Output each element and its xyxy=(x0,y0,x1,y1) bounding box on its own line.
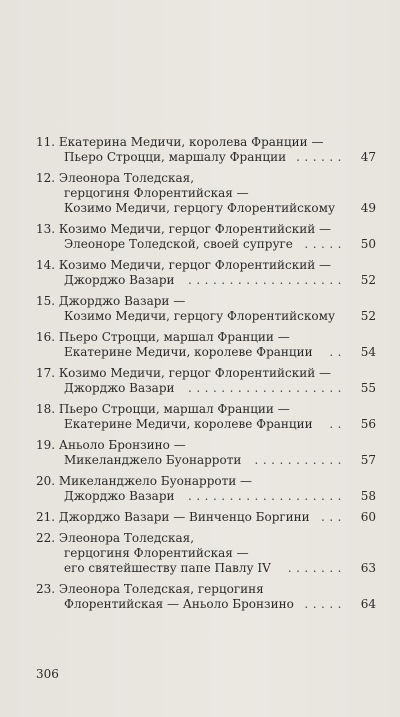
toc-entry-line xyxy=(36,309,376,324)
toc-entry xyxy=(36,402,376,432)
toc-entry-line xyxy=(36,438,376,453)
toc-entry xyxy=(36,438,376,468)
toc-entry-line xyxy=(36,597,376,612)
toc-entry-text: 11. Екатерина Медичи, королева Франции — xyxy=(36,135,324,149)
toc-entry-line xyxy=(36,273,376,288)
toc-entry-text: герцогиня Флорентийская — xyxy=(64,546,249,560)
toc-entry-line xyxy=(36,186,376,201)
toc-page-number: 63 xyxy=(360,561,376,575)
toc-entry-text: Джорджо Вазари xyxy=(64,381,175,395)
toc-entry-line xyxy=(36,201,376,216)
toc-entry-line xyxy=(36,582,376,597)
toc-entry-text: 13. Козимо Медичи, герцог Флорентийский — xyxy=(36,222,332,236)
dot-leader: ................... xyxy=(188,381,346,395)
toc-page-number: 52 xyxy=(360,309,376,323)
page-number: 306 xyxy=(36,667,59,681)
toc-entry xyxy=(36,474,376,504)
toc-entry-line xyxy=(36,150,376,165)
toc-entry xyxy=(36,582,376,612)
toc-page-number: 64 xyxy=(360,597,376,611)
toc-entry-line xyxy=(36,546,376,561)
toc-entry-text: Джорджо Вазари xyxy=(64,489,175,503)
toc-entry-text: Екатерине Медичи, королеве Франции xyxy=(64,345,313,359)
toc-entry-text: 20. Микеланджело Буонарроти — xyxy=(36,474,253,488)
toc-page-number: 54 xyxy=(360,345,376,359)
toc-entry xyxy=(36,510,376,525)
toc-entry-line xyxy=(36,561,376,576)
toc-entry xyxy=(36,258,376,288)
toc-entry xyxy=(36,222,376,252)
toc-entry-text: герцогиня Флорентийская — xyxy=(64,186,249,200)
dot-leader: ........... xyxy=(254,453,346,467)
toc-entry-line xyxy=(36,366,376,381)
toc-page-number: 57 xyxy=(360,453,376,467)
toc-entry-text: его святейшеству папе Павлу IV xyxy=(64,561,271,575)
toc-entry-text: 17. Козимо Медичи, герцог Флорентийский — xyxy=(36,366,332,380)
dot-leader: ... xyxy=(321,510,346,524)
toc-entry-line xyxy=(36,531,376,546)
toc-page-number: 60 xyxy=(360,510,376,524)
toc-entry-line xyxy=(36,402,376,417)
dot-leader: ....... xyxy=(287,561,346,575)
toc-entry-line xyxy=(36,510,376,525)
toc-entry-line xyxy=(36,258,376,273)
dot-leader: ................... xyxy=(188,273,346,287)
toc-page-number: 58 xyxy=(360,489,376,503)
toc-entry-text: 21. Джорджо Вазари — Винченцо Боргини xyxy=(36,510,310,524)
dot-leader: .. xyxy=(329,417,346,431)
toc-entry-text: Микеланджело Буонарроти xyxy=(64,453,242,467)
toc-entry-line xyxy=(36,294,376,309)
toc-entry xyxy=(36,294,376,324)
toc-entry xyxy=(36,171,376,216)
toc-page-number: 55 xyxy=(360,381,376,395)
toc-entry-text: 18. Пьеро Строцци, маршал Франции — xyxy=(36,402,290,416)
toc-entry-line xyxy=(36,489,376,504)
toc-entry-text: Козимо Медичи, герцогу Флорентийскому xyxy=(64,201,336,215)
toc-entry-text: Джорджо Вазари xyxy=(64,273,175,287)
toc-page-number: 52 xyxy=(360,273,376,287)
toc-page-number: 50 xyxy=(360,237,376,251)
toc-entry xyxy=(36,330,376,360)
toc-entry-line xyxy=(36,381,376,396)
toc-page-number: 49 xyxy=(360,201,376,215)
toc-entry-text: Екатерине Медичи, королеве Франции xyxy=(64,417,313,431)
dot-leader: .. xyxy=(329,345,346,359)
toc-entry xyxy=(36,366,376,396)
toc-entry-text: Флорентийская — Аньоло Бронзино xyxy=(64,597,294,611)
toc-entry-line xyxy=(36,417,376,432)
toc-entry-line xyxy=(36,345,376,360)
toc-entry-text: 15. Джорджо Вазари — xyxy=(36,294,186,308)
dot-leader: ................... xyxy=(188,489,346,503)
toc-page-number: 56 xyxy=(360,417,376,431)
toc-entry-text: 22. Элеонора Толедская, xyxy=(36,531,195,545)
toc-entry-text: 16. Пьеро Строцци, маршал Франции — xyxy=(36,330,290,344)
toc-entry-text: 12. Элеонора Толедская, xyxy=(36,171,195,185)
toc-entry-line xyxy=(36,237,376,252)
toc-entry-text: Пьеро Строцци, маршалу Франции xyxy=(64,150,287,164)
table-of-contents xyxy=(36,135,376,618)
toc-entry-line xyxy=(36,171,376,186)
toc-entry-text: 14. Козимо Медичи, герцог Флорентийский — xyxy=(36,258,332,272)
toc-entry-text: 19. Аньоло Бронзино — xyxy=(36,438,186,452)
toc-entry-line xyxy=(36,135,376,150)
toc-entry xyxy=(36,531,376,576)
toc-entry-line xyxy=(36,222,376,237)
toc-entry xyxy=(36,135,376,165)
toc-entry-text: Элеоноре Толедской, своей супруге xyxy=(64,237,293,251)
toc-entry-text: Козимо Медичи, герцогу Флорентийскому xyxy=(64,309,336,323)
dot-leader: ..... xyxy=(304,597,346,611)
toc-entry-line xyxy=(36,330,376,345)
toc-entry-line xyxy=(36,453,376,468)
toc-entry-line xyxy=(36,474,376,489)
toc-entry-text: 23. Элеонора Толедская, герцогиня xyxy=(36,582,264,596)
toc-page-number: 47 xyxy=(360,150,376,164)
dot-leader: ...... xyxy=(296,150,346,164)
dot-leader: ..... xyxy=(304,237,346,251)
